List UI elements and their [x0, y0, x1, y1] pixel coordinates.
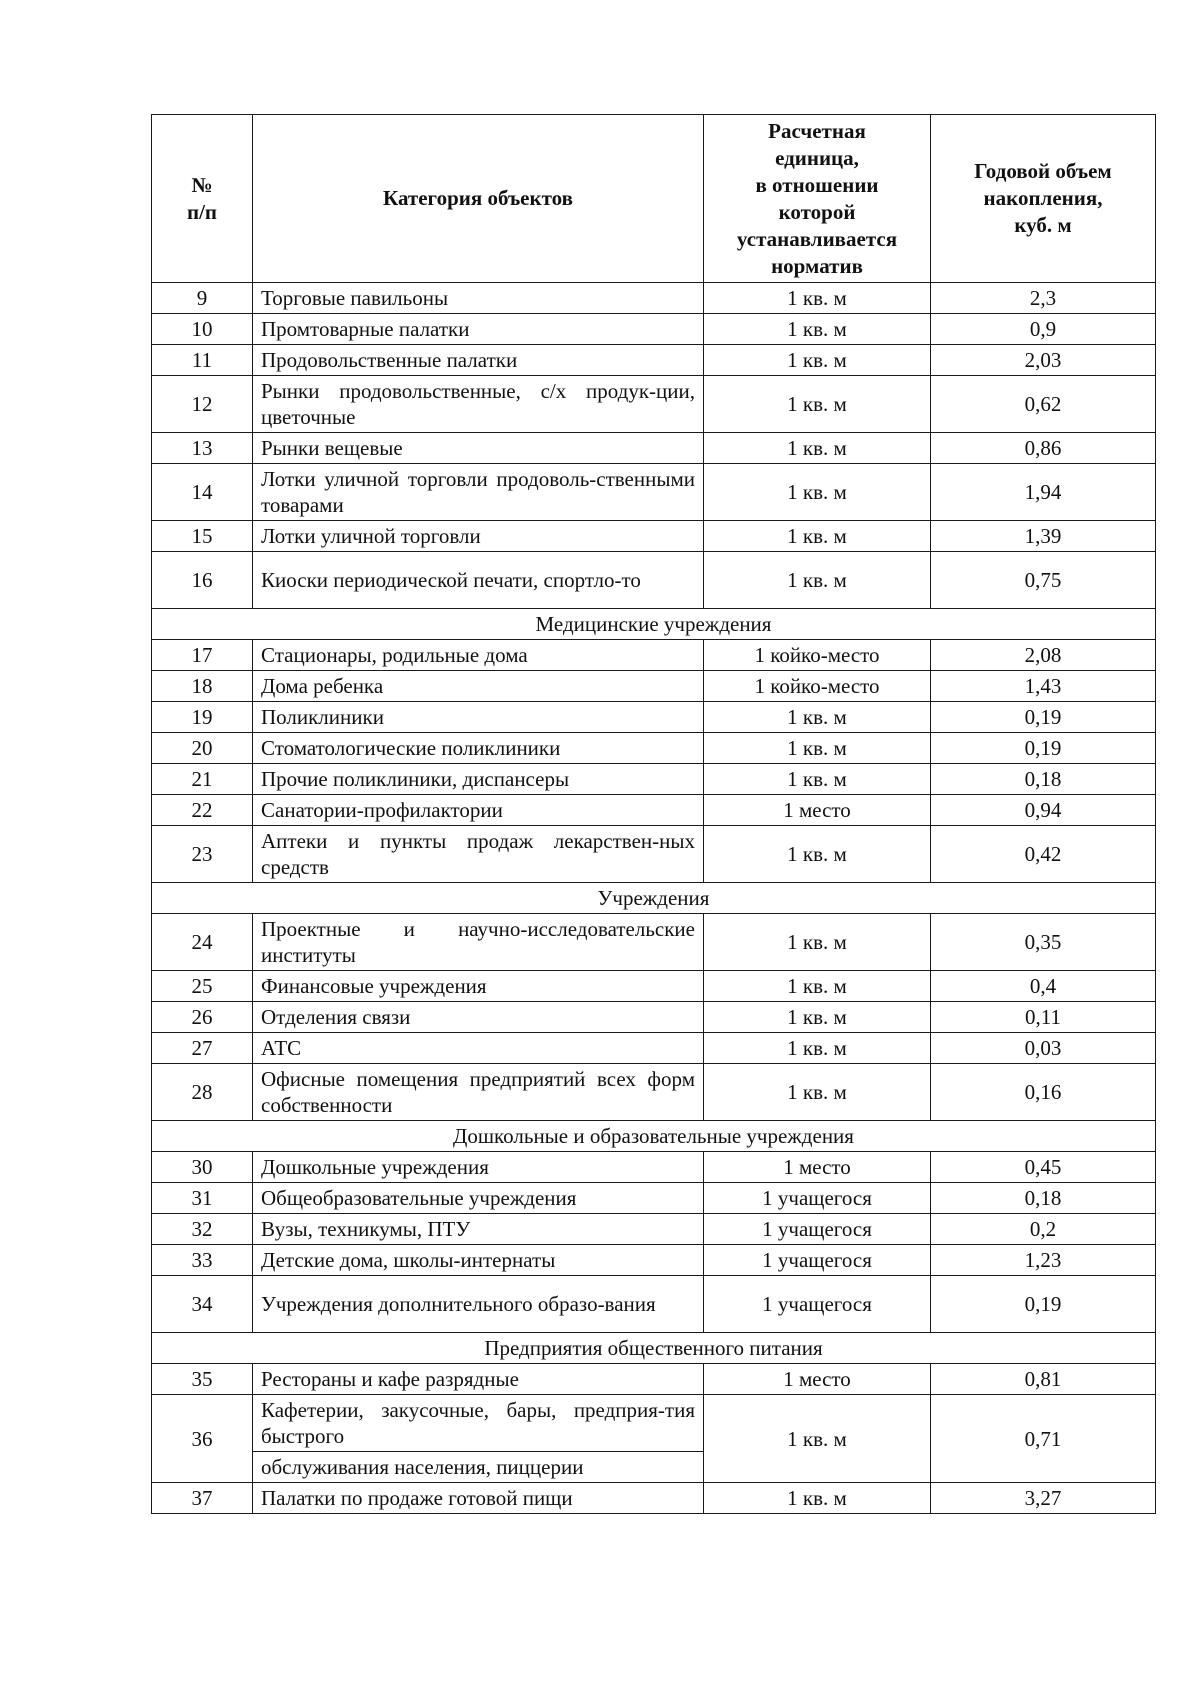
row-number: 19 — [152, 702, 253, 733]
row-volume: 2,3 — [931, 283, 1156, 314]
row-category: Рынки продовольственные, с/х продук-ции, цветочные — [253, 376, 704, 433]
row-volume: 0,19 — [931, 1276, 1156, 1333]
table-row — [152, 702, 1156, 733]
row-volume: 0,9 — [931, 314, 1156, 345]
table-row — [152, 1183, 1156, 1214]
table-row — [152, 314, 1156, 345]
row-category: Общеобразовательные учреждения — [253, 1183, 704, 1214]
row-number: 24 — [152, 914, 253, 971]
row-unit: 1 кв. м — [704, 345, 931, 376]
row-number: 13 — [152, 433, 253, 464]
section-title: Дошкольные и образовательные учреждения — [152, 1121, 1156, 1152]
table-row — [152, 1364, 1156, 1395]
row-volume: 0,35 — [931, 914, 1156, 971]
row-unit: 1 кв. м — [704, 702, 931, 733]
row-category: Отделения связи — [253, 1002, 704, 1033]
table-row — [152, 1276, 1156, 1333]
row-volume: 3,27 — [931, 1483, 1156, 1514]
row-unit: 1 место — [704, 1364, 931, 1395]
row-volume: 0,42 — [931, 826, 1156, 883]
table-row — [152, 733, 1156, 764]
row-unit: 1 учащегося — [704, 1214, 931, 1245]
row-number: 35 — [152, 1364, 253, 1395]
row-number: 36 — [152, 1395, 253, 1483]
table-row — [152, 1214, 1156, 1245]
section-header-row — [152, 1333, 1156, 1364]
row-category: Стационары, родильные дома — [253, 640, 704, 671]
row-volume: 0,03 — [931, 1033, 1156, 1064]
table-row — [152, 283, 1156, 314]
row-volume: 0,16 — [931, 1064, 1156, 1121]
table-row — [152, 826, 1156, 883]
row-number: 20 — [152, 733, 253, 764]
row-category: Проектные и научно-исследовательские институты — [253, 914, 704, 971]
row-unit: 1 кв. м — [704, 826, 931, 883]
table-row — [152, 345, 1156, 376]
row-unit: 1 койко-место — [704, 640, 931, 671]
row-volume: 0,45 — [931, 1152, 1156, 1183]
row-volume: 0,62 — [931, 376, 1156, 433]
table-row — [152, 971, 1156, 1002]
row-volume: 0,71 — [931, 1395, 1156, 1483]
row-unit: 1 учащегося — [704, 1245, 931, 1276]
row-number: 16 — [152, 552, 253, 609]
row-category: Офисные помещения предприятий всех форм собственности — [253, 1064, 704, 1121]
row-number: 10 — [152, 314, 253, 345]
section-title: Предприятия общественного питания — [152, 1333, 1156, 1364]
row-number: 22 — [152, 795, 253, 826]
header-unit: Расчетная единица, в отношении которой устанавливается норматив — [704, 115, 931, 283]
row-volume: 0,75 — [931, 552, 1156, 609]
table-row — [152, 376, 1156, 433]
row-number: 18 — [152, 671, 253, 702]
section-header-row — [152, 609, 1156, 640]
table-row — [152, 1064, 1156, 1121]
row-volume: 0,2 — [931, 1214, 1156, 1245]
row-category: Палатки по продаже готовой пищи — [253, 1483, 704, 1514]
row-category: АТС — [253, 1033, 704, 1064]
row-unit: 1 кв. м — [704, 433, 931, 464]
table-body — [152, 283, 1156, 1514]
row-category: Дома ребенка — [253, 671, 704, 702]
row-volume: 1,39 — [931, 521, 1156, 552]
row-category: Детские дома, школы-интернаты — [253, 1245, 704, 1276]
row-unit: 1 кв. м — [704, 1033, 931, 1064]
section-header-row — [152, 883, 1156, 914]
row-category: Прочие поликлиники, диспансеры — [253, 764, 704, 795]
row-unit: 1 кв. м — [704, 376, 931, 433]
row-volume: 1,43 — [931, 671, 1156, 702]
table-row — [152, 640, 1156, 671]
row-category: Стоматологические поликлиники — [253, 733, 704, 764]
row-volume: 0,11 — [931, 1002, 1156, 1033]
row-volume: 1,94 — [931, 464, 1156, 521]
row-category: Дошкольные учреждения — [253, 1152, 704, 1183]
table-row — [152, 671, 1156, 702]
header-number: № п/п — [152, 115, 253, 283]
row-number: 27 — [152, 1033, 253, 1064]
row-unit: 1 учащегося — [704, 1183, 931, 1214]
section-title: Медицинские учреждения — [152, 609, 1156, 640]
row-volume: 0,19 — [931, 702, 1156, 733]
row-number: 30 — [152, 1152, 253, 1183]
table-row — [152, 521, 1156, 552]
row-number: 21 — [152, 764, 253, 795]
row-unit: 1 место — [704, 1152, 931, 1183]
table-header-row — [152, 115, 1156, 283]
row-category: Лотки уличной торговли продоволь-ственными товарами — [253, 464, 704, 521]
row-category: Санатории-профилактории — [253, 795, 704, 826]
row-number: 11 — [152, 345, 253, 376]
row-number: 33 — [152, 1245, 253, 1276]
row-category: Кафетерии, закусочные, бары, предприя-тия быстрого — [253, 1395, 704, 1452]
row-unit: 1 место — [704, 795, 931, 826]
row-volume: 0,94 — [931, 795, 1156, 826]
row-unit: 1 кв. м — [704, 1483, 931, 1514]
row-unit: 1 учащегося — [704, 1276, 931, 1333]
row-volume: 2,08 — [931, 640, 1156, 671]
row-volume: 1,23 — [931, 1245, 1156, 1276]
row-number: 14 — [152, 464, 253, 521]
row-volume: 0,81 — [931, 1364, 1156, 1395]
table-row — [152, 764, 1156, 795]
row-number: 28 — [152, 1064, 253, 1121]
row-number: 32 — [152, 1214, 253, 1245]
row-unit: 1 кв. м — [704, 914, 931, 971]
row-unit: 1 кв. м — [704, 283, 931, 314]
row-unit: 1 кв. м — [704, 521, 931, 552]
row-unit: 1 кв. м — [704, 1064, 931, 1121]
header-volume: Годовой объем накопления, куб. м — [931, 115, 1156, 283]
row-unit: 1 кв. м — [704, 1395, 931, 1483]
table-row — [152, 552, 1156, 609]
row-category: Продовольственные палатки — [253, 345, 704, 376]
row-number: 12 — [152, 376, 253, 433]
row-category: Киоски периодической печати, спортло-то — [253, 552, 704, 609]
table-row — [152, 1245, 1156, 1276]
row-number: 31 — [152, 1183, 253, 1214]
row-category: Поликлиники — [253, 702, 704, 733]
row-number: 17 — [152, 640, 253, 671]
section-title: Учреждения — [152, 883, 1156, 914]
waste-norms-table — [151, 114, 1156, 1514]
row-category: Рестораны и кафе разрядные — [253, 1364, 704, 1395]
row-unit: 1 койко-место — [704, 671, 931, 702]
row-category: Аптеки и пункты продаж лекарствен-ных средств — [253, 826, 704, 883]
table-row — [152, 1033, 1156, 1064]
row-number: 15 — [152, 521, 253, 552]
row-volume: 0,18 — [931, 764, 1156, 795]
row-volume: 0,4 — [931, 971, 1156, 1002]
row-category: Финансовые учреждения — [253, 971, 704, 1002]
row-number: 9 — [152, 283, 253, 314]
section-header-row — [152, 1121, 1156, 1152]
table-row — [152, 795, 1156, 826]
row-category-continued: обслуживания населения, пиццерии — [253, 1452, 704, 1483]
table-row — [152, 1483, 1156, 1514]
row-unit: 1 кв. м — [704, 971, 931, 1002]
row-number: 26 — [152, 1002, 253, 1033]
table-row — [152, 433, 1156, 464]
row-unit: 1 кв. м — [704, 314, 931, 345]
row-volume: 0,18 — [931, 1183, 1156, 1214]
row-category: Рынки вещевые — [253, 433, 704, 464]
table-row — [152, 464, 1156, 521]
row-unit: 1 кв. м — [704, 552, 931, 609]
header-category: Категория объектов — [253, 115, 704, 283]
row-volume: 0,19 — [931, 733, 1156, 764]
table-row — [152, 914, 1156, 971]
row-category: Учреждения дополнительного образо-вания — [253, 1276, 704, 1333]
row-volume: 2,03 — [931, 345, 1156, 376]
row-category: Промтоварные палатки — [253, 314, 704, 345]
row-volume: 0,86 — [931, 433, 1156, 464]
row-number: 25 — [152, 971, 253, 1002]
row-number: 34 — [152, 1276, 253, 1333]
row-category: Вузы, техникумы, ПТУ — [253, 1214, 704, 1245]
row-number: 23 — [152, 826, 253, 883]
table-row — [152, 1152, 1156, 1183]
table-row — [152, 1395, 1156, 1452]
table-row — [152, 1002, 1156, 1033]
row-number: 37 — [152, 1483, 253, 1514]
row-category: Лотки уличной торговли — [253, 521, 704, 552]
row-unit: 1 кв. м — [704, 464, 931, 521]
row-unit: 1 кв. м — [704, 764, 931, 795]
row-unit: 1 кв. м — [704, 733, 931, 764]
row-category: Торговые павильоны — [253, 283, 704, 314]
row-unit: 1 кв. м — [704, 1002, 931, 1033]
